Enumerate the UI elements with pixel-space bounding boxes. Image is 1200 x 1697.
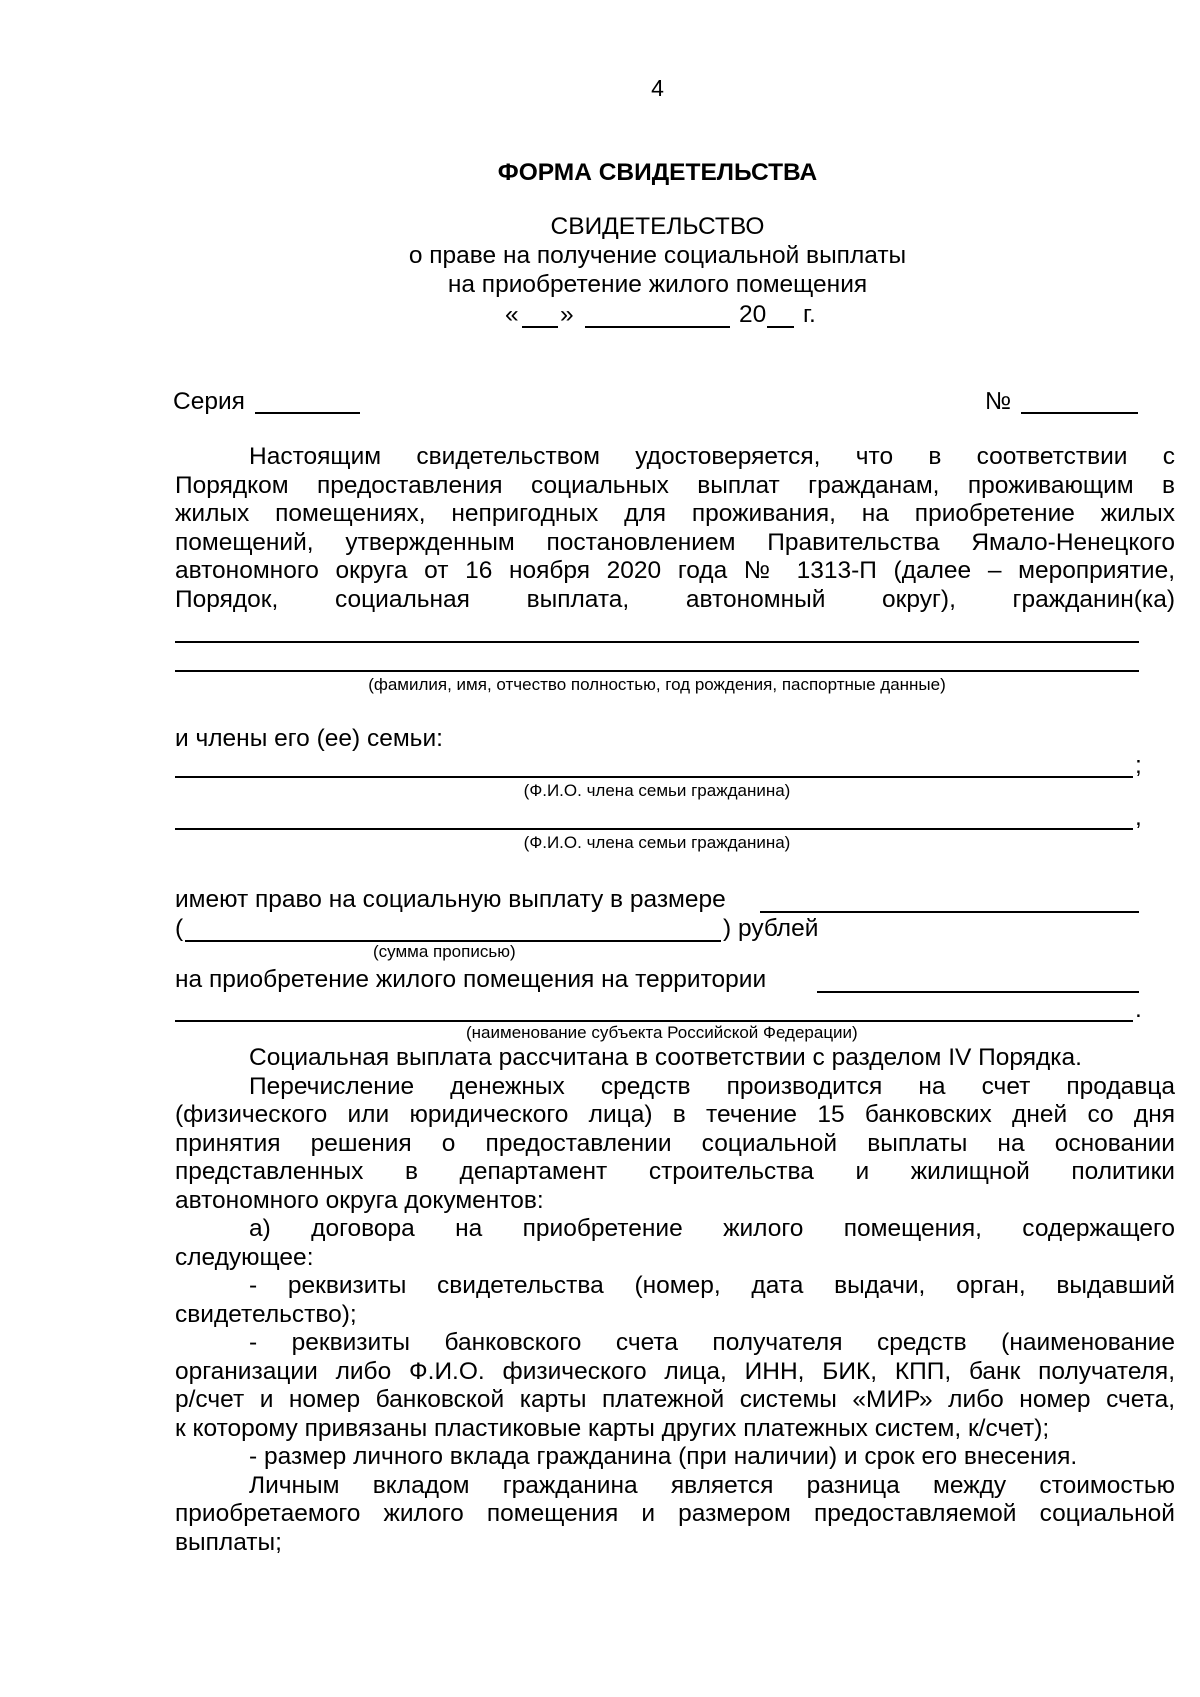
body-line: - реквизиты свидетельства (номер, дата выдачи, орган, выдавший [249, 1272, 1175, 1299]
family-member-line-1 [175, 776, 1133, 778]
number-line [1021, 412, 1138, 414]
body-line: Перечисление денежных средств производится на счет продавца [249, 1072, 1175, 1100]
body-line: - реквизиты банковского счета получателя средств (наименование [249, 1329, 1175, 1356]
territory-line-1 [817, 991, 1139, 993]
territory-end: . [1135, 996, 1142, 1023]
date-close-quote: » [560, 301, 574, 328]
intro-line: помещений, утвержденным постановлением Правительства Ямало-Ненецкого [175, 528, 1175, 556]
date-suffix: г. [803, 301, 816, 328]
form-title: ФОРМА СВИДЕТЕЛЬСТВА [497, 159, 818, 186]
number-label: № [985, 388, 1012, 415]
body-line: принятия решения о предоставлении социальной выплаты на основании [175, 1129, 1175, 1157]
family-line-1-end: ; [1135, 752, 1142, 779]
citizen-caption: (фамилия, имя, отчество полностью, год рождения, паспортные данные) [368, 675, 946, 694]
citizen-line-1 [175, 641, 1139, 643]
certificate-subtitle-1: о праве на получение социальной выплаты [408, 242, 907, 269]
payment-open-paren: ( [175, 915, 184, 942]
body-line: (физического или юридического лица) в течение 15 банковских дней со дня [175, 1101, 1175, 1128]
family-line-2-end: , [1135, 804, 1142, 831]
date-month-line [585, 326, 730, 328]
series-label: Серия [173, 388, 245, 415]
intro-line: автономного округа от 16 ноября 2020 года № 1313-П (далее – мероприятие, [175, 557, 1175, 584]
payment-right-label: имеют право на социальную выплату в размере [175, 886, 726, 913]
territory-line-2 [175, 1020, 1133, 1022]
date-day-line [522, 326, 558, 328]
intro-line: Настоящим свидетельством удостоверяется, что в соответствии с [249, 443, 1175, 470]
family-member-line-2 [175, 828, 1133, 830]
body-line: следующее: [175, 1243, 314, 1271]
intro-line: Порядком предоставления социальных выплат гражданам, проживающим в [175, 471, 1175, 499]
body-line: автономного округа документов: [175, 1186, 544, 1214]
body-line: Личным вкладом гражданина является разница между стоимостью [249, 1471, 1175, 1499]
body-line: представленных в департамент строительства и жилищной политики [175, 1158, 1175, 1185]
territory-caption: (наименование субъекта Российской Федерации) [466, 1023, 858, 1042]
body-line: выплаты; [175, 1528, 282, 1556]
body-line: к которому привязаны пластиковые карты других платежных систем, к/счет); [175, 1414, 1050, 1442]
payment-amount-line [760, 911, 1139, 913]
date-open-quote: « [505, 301, 519, 328]
family-member-caption-2: (Ф.И.О. члена семьи гражданина) [523, 833, 791, 852]
series-line [255, 412, 360, 414]
date-year-line [767, 326, 794, 328]
body-line: организации либо Ф.И.О. физического лица, ИНН, БИК, КПП, банк получателя, [175, 1357, 1175, 1385]
body-line: р/счет и номер банковской карты платежной системы «МИР» либо номер счета, [175, 1386, 1175, 1413]
territory-label: на приобретение жилого помещения на территории [175, 966, 767, 993]
body-line: приобретаемого жилого помещения и размером предоставляемой социальной [175, 1500, 1175, 1527]
certificate-title: СВИДЕТЕЛЬСТВО [550, 213, 765, 240]
sum-caption: (сумма прописью) [373, 942, 516, 961]
intro-line: жилых помещениях, непригодных для проживания, на приобретение жилых [175, 500, 1175, 527]
body-line: а) договора на приобретение жилого помещения, содержащего [249, 1215, 1175, 1242]
date-year-prefix: 20 [739, 301, 767, 328]
certificate-subtitle-2: на приобретение жилого помещения [447, 271, 868, 298]
body-line: Социальная выплата рассчитана в соответствии с разделом IV Порядка. [249, 1044, 1082, 1071]
family-member-caption-1: (Ф.И.О. члена семьи гражданина) [523, 781, 791, 800]
intro-line: Порядок, социальная выплата, автономный округ), гражданин(ка) [175, 585, 1175, 613]
body-line: - размер личного вклада гражданина (при наличии) и срок его внесения. [249, 1443, 1078, 1470]
family-label: и члены его (ее) семьи: [175, 725, 443, 752]
body-line: свидетельство); [175, 1300, 357, 1328]
page-number: 4 [651, 75, 664, 101]
rubles-label: ) рублей [723, 915, 819, 942]
citizen-line-2 [175, 670, 1139, 672]
